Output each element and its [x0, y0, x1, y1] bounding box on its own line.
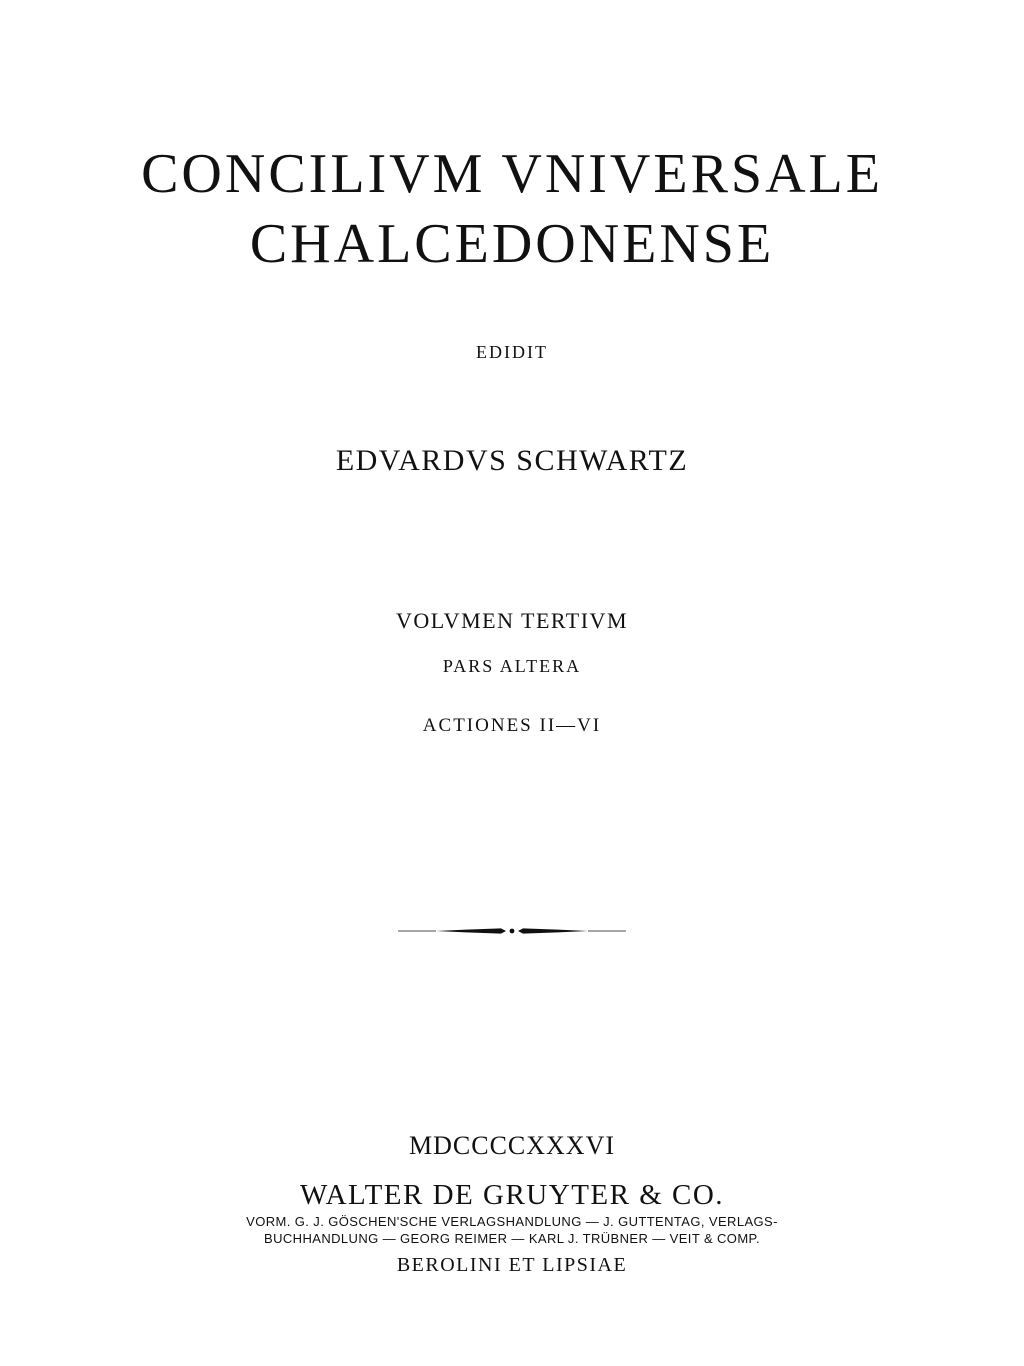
publisher-former-line-1: VORM. G. J. GÖSCHEN'SCHE VERLAGSHANDLUNG — J. GUTTENTAG, VERLAGS-: [246, 1214, 778, 1229]
ornament-rule-icon: [396, 924, 628, 938]
volume-part: PARS ALTERA: [442, 656, 582, 676]
volume-name: VOLVMEN TERTIVM: [395, 608, 628, 633]
publication-cities: BEROLINI ET LIPSIAE: [396, 1254, 628, 1276]
publisher-name: WALTER DE GRUYTER & CO.: [299, 1179, 725, 1211]
edidit-label: EDIDIT: [476, 342, 548, 362]
editor-name: EDVARDVS SCHWARTZ: [335, 444, 689, 477]
title-line-2: CHALCEDONENSE: [249, 213, 775, 275]
title-line-1: CONCILIVM VNIVERSALE: [141, 143, 883, 205]
volume-contents: ACTIONES II—VI: [422, 715, 602, 736]
publisher-former-line-2: BUCHHANDLUNG — GEORG REIMER — KARL J. TRÜBNER — VEIT & COMP.: [264, 1231, 760, 1246]
publication-year: MDCCCCXXXVI: [408, 1131, 616, 1160]
